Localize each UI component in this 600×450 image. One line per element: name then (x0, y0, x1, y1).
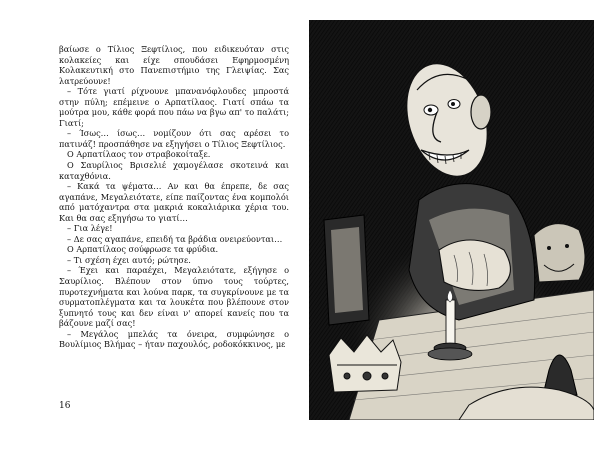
paragraph: Ο Αρπατίλαος τον στραβοκοίταξε. (67, 149, 211, 160)
paragraph: βαίωσε ο Τίλιος Ξεφτίλιος, που ειδικευόταν στις κολακείες και είχε σπουδάσει Εφηρμοσμένη Κολακευτική στο Πανεπιστήμιο της Γλειψίας. Σας λατρεύουνε! (59, 44, 289, 86)
crown (329, 335, 401, 392)
paragraph: Ο Αρπατίλαος σούφρωσε τα φρύδια. (67, 244, 219, 255)
illustration-image (309, 20, 594, 420)
paragraph: – Ίσως… ίσως… νομίζουν ότι σας αρέσει το πατινάζ! προσπάθησε να εξηγήσει ο Τίλιος Ξεφτίλιος. (59, 128, 289, 149)
paragraph: – Για λέγε! (67, 223, 113, 234)
candle (446, 300, 455, 345)
illustration (309, 20, 594, 420)
paragraph: Ο Σαυρίλιος Βρισελιέ χαμογέλασε σκοτεινά και καταχθόνια. (59, 160, 289, 181)
figure-ear (471, 95, 491, 129)
paragraph: – Κακά τα ψέματα… Αν και θα έπρεπε, δε σας αγαπάνε, Μεγαλειότατε, είπε παίζοντας ένα κομπολόι από ματόχαντρα στα μακριά κοκαλιάρικα χέρια του. Και θα σας εξηγήσω το γιατί… (59, 181, 289, 223)
figure-hands (439, 240, 510, 290)
paragraph: – Δε σας αγαπάνε, επειδή τα βράδια ονειρεύονται… (67, 233, 283, 244)
paragraph: – Έχει και παραέχει, Μεγαλειότατε, εξήγησε ο Σαυρίλιος. Βλέπουν στον ύπνο τους τούρτες, πυροτεχνήματα και λούνα παρκ, τα συγκρίνουνε με τα συρματοπλέγματα και τα λουκέτα που βλέπουνε στον ξυπνητό τους και δεν είναι ν' απορεί κανείς που τα βάζουνε μαζί σας! (59, 265, 289, 329)
text-block (59, 44, 289, 350)
paragraph: – Τι σχέση έχει αυτό; ρώτησε. (67, 254, 191, 265)
right-page (300, 0, 600, 450)
paragraph: – Τότε γιατί ρίχνουνε μπανανόφλουδες μπροστά στην πύλη; επέμεινε ο Αρπατίλαος. Γιατί σπάω τα μούτρα μου, κάθε φορά που πάω να βγω απ' το παλάτι; Γιατί; (59, 86, 289, 128)
paragraph: – Μεγάλος μπελάς τα όνειρα, συμφώνησε ο Βουλίμιος Βλήμας – ήταν παχουλός, ροδοκόκκινος, με (59, 328, 289, 350)
background-figure (534, 224, 585, 282)
page-number: 16 (59, 401, 71, 411)
